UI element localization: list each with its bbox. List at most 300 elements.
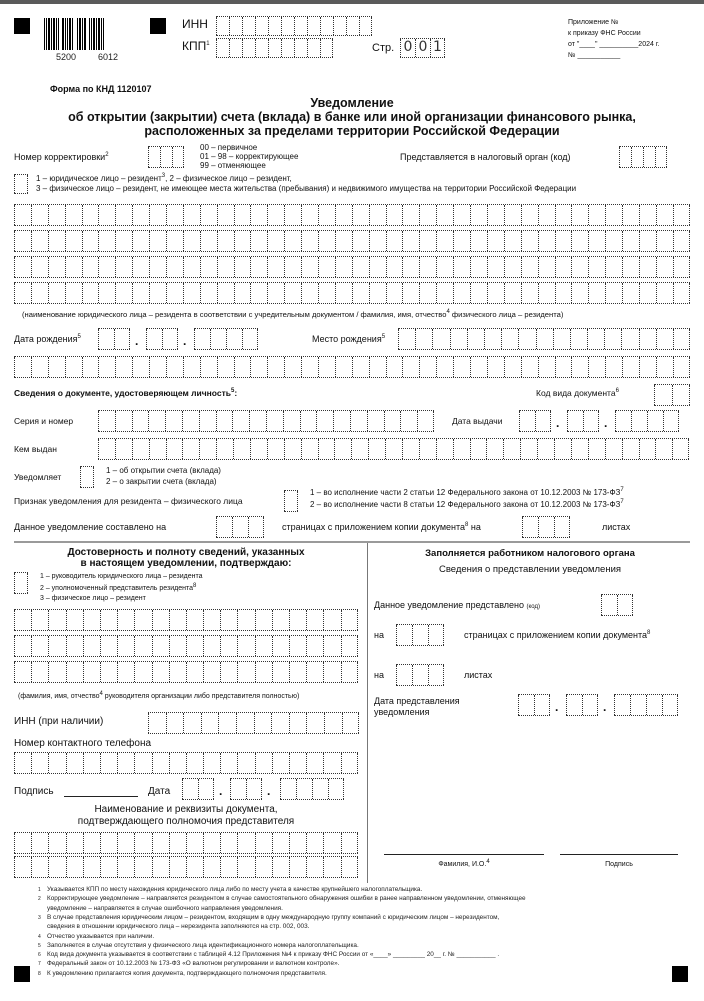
input-cell[interactable]	[166, 257, 183, 277]
input-cell[interactable]	[250, 231, 267, 251]
input-cell[interactable]	[341, 636, 358, 656]
input-cell[interactable]	[201, 713, 219, 733]
input-cell[interactable]	[428, 625, 444, 645]
input-cell[interactable]	[351, 439, 368, 459]
input-cell[interactable]	[450, 329, 467, 349]
input-cell[interactable]	[31, 833, 48, 853]
submitted-pages-input[interactable]	[396, 624, 444, 646]
input-cell[interactable]	[148, 147, 160, 167]
input-cell[interactable]	[453, 283, 470, 303]
input-cell[interactable]	[267, 283, 284, 303]
input-cell[interactable]	[289, 713, 307, 733]
input-cell[interactable]	[165, 411, 182, 431]
input-cell[interactable]	[100, 753, 117, 773]
input-cell[interactable]	[229, 39, 242, 57]
input-cell[interactable]	[284, 491, 298, 511]
input-cell[interactable]	[255, 39, 268, 57]
input-cell[interactable]	[587, 329, 604, 349]
input-cell[interactable]	[333, 411, 350, 431]
input-cell[interactable]	[352, 231, 369, 251]
input-cell[interactable]	[98, 329, 114, 349]
birth-month-input[interactable]	[146, 328, 178, 350]
input-cell[interactable]	[341, 662, 358, 682]
input-cell[interactable]	[352, 205, 369, 225]
input-cell[interactable]	[662, 695, 678, 715]
input-cell[interactable]	[655, 147, 667, 167]
input-cell[interactable]	[236, 713, 254, 733]
input-cell[interactable]	[148, 411, 165, 431]
input-cell[interactable]	[48, 257, 65, 277]
input-cell[interactable]	[83, 833, 100, 853]
input-cell[interactable]	[639, 329, 656, 349]
input-cell[interactable]	[149, 257, 166, 277]
input-cell[interactable]	[132, 357, 149, 377]
input-cell[interactable]	[521, 231, 538, 251]
input-cell[interactable]	[567, 411, 583, 431]
input-cell[interactable]	[203, 833, 220, 853]
input-cell[interactable]	[369, 205, 386, 225]
input-cell[interactable]	[267, 257, 284, 277]
input-cell[interactable]	[117, 662, 134, 682]
input-cell[interactable]	[48, 610, 65, 630]
input-cell[interactable]	[487, 283, 504, 303]
input-cell[interactable]	[655, 439, 672, 459]
input-cell[interactable]	[368, 439, 385, 459]
input-cell[interactable]	[82, 205, 99, 225]
input-cell[interactable]	[453, 257, 470, 277]
input-cell[interactable]	[622, 231, 639, 251]
input-cell[interactable]	[237, 857, 254, 877]
input-cell[interactable]	[284, 357, 301, 377]
input-cell[interactable]	[419, 231, 436, 251]
input-cell[interactable]	[132, 257, 149, 277]
input-cell[interactable]	[250, 357, 267, 377]
input-cell[interactable]	[639, 357, 656, 377]
input-cell[interactable]	[289, 636, 306, 656]
input-cell[interactable]	[14, 753, 31, 773]
input-cell[interactable]	[646, 695, 662, 715]
input-cell[interactable]	[571, 231, 588, 251]
input-cell[interactable]	[470, 357, 487, 377]
sign-month-input[interactable]	[230, 778, 262, 800]
input-cell[interactable]	[82, 283, 99, 303]
input-cell[interactable]	[467, 329, 484, 349]
input-cell[interactable]	[538, 357, 555, 377]
input-cell[interactable]	[148, 713, 166, 733]
input-cell[interactable]	[237, 753, 254, 773]
input-cell[interactable]	[386, 283, 403, 303]
input-cell[interactable]	[183, 713, 201, 733]
input-cell[interactable]	[504, 357, 521, 377]
input-cell[interactable]	[306, 636, 323, 656]
input-cell[interactable]	[149, 439, 166, 459]
input-cell[interactable]	[255, 662, 272, 682]
input-cell[interactable]	[318, 257, 335, 277]
input-cell[interactable]	[521, 357, 538, 377]
input-cell[interactable]	[412, 625, 428, 645]
input-cell[interactable]	[65, 231, 82, 251]
input-cell[interactable]	[65, 357, 82, 377]
signature-line[interactable]	[64, 796, 138, 797]
input-cell[interactable]	[335, 283, 352, 303]
input-cell[interactable]	[48, 357, 65, 377]
input-cell[interactable]	[14, 857, 31, 877]
input-cell[interactable]	[31, 205, 48, 225]
input-cell[interactable]	[369, 357, 386, 377]
birth-place-row-2[interactable]	[14, 356, 690, 378]
input-cell[interactable]	[673, 205, 690, 225]
input-cell[interactable]	[115, 357, 132, 377]
tax-authority-code-input[interactable]	[619, 146, 667, 168]
input-cell[interactable]	[14, 610, 31, 630]
issue-day-input[interactable]	[519, 410, 551, 432]
input-cell[interactable]	[31, 753, 48, 773]
input-cell[interactable]	[501, 329, 518, 349]
input-cell[interactable]	[555, 357, 572, 377]
input-cell[interactable]	[134, 662, 151, 682]
input-cell[interactable]	[554, 439, 571, 459]
input-cell[interactable]	[306, 662, 323, 682]
input-cell[interactable]	[436, 257, 453, 277]
input-cell[interactable]	[622, 439, 639, 459]
input-cell[interactable]	[220, 857, 237, 877]
input-cell[interactable]	[82, 231, 99, 251]
input-cell[interactable]	[419, 357, 436, 377]
input-cell[interactable]	[48, 833, 65, 853]
input-cell[interactable]	[216, 439, 233, 459]
input-cell[interactable]	[218, 713, 236, 733]
input-cell[interactable]	[200, 231, 217, 251]
input-cell[interactable]	[386, 357, 403, 377]
input-cell[interactable]	[306, 833, 323, 853]
input-cell[interactable]	[14, 283, 31, 303]
input-cell[interactable]	[203, 610, 220, 630]
input-cell[interactable]	[487, 257, 504, 277]
input-cell[interactable]	[419, 205, 436, 225]
input-cell[interactable]	[100, 662, 117, 682]
submission-month-input[interactable]	[566, 694, 598, 716]
input-cell[interactable]	[186, 857, 203, 877]
input-cell[interactable]	[210, 329, 226, 349]
input-cell[interactable]	[656, 329, 673, 349]
input-cell[interactable]	[98, 357, 115, 377]
input-cell[interactable]	[217, 205, 234, 225]
input-cell[interactable]	[66, 833, 83, 853]
input-cell[interactable]	[555, 257, 572, 277]
input-cell[interactable]	[553, 329, 570, 349]
input-cell[interactable]	[296, 779, 312, 799]
input-cell[interactable]	[538, 517, 554, 537]
series-number-input[interactable]	[98, 410, 434, 432]
input-cell[interactable]	[538, 257, 555, 277]
input-cell[interactable]	[31, 636, 48, 656]
input-cell[interactable]	[254, 713, 272, 733]
input-cell[interactable]	[199, 411, 216, 431]
input-cell[interactable]	[267, 439, 284, 459]
input-cell[interactable]	[605, 231, 622, 251]
input-cell[interactable]	[132, 439, 149, 459]
input-cell[interactable]	[335, 231, 352, 251]
input-cell[interactable]	[588, 205, 605, 225]
input-cell[interactable]	[396, 665, 412, 685]
doc-type-code-input[interactable]	[654, 384, 690, 406]
input-cell[interactable]	[605, 283, 622, 303]
input-cell[interactable]	[601, 595, 617, 615]
input-cell[interactable]	[534, 695, 550, 715]
input-cell[interactable]	[412, 665, 428, 685]
input-cell[interactable]	[48, 231, 65, 251]
input-cell[interactable]	[198, 779, 214, 799]
input-cell[interactable]	[417, 411, 434, 431]
input-cell[interactable]	[255, 610, 272, 630]
input-cell[interactable]	[152, 636, 169, 656]
input-cell[interactable]	[132, 411, 149, 431]
input-cell[interactable]	[66, 610, 83, 630]
input-cell[interactable]	[115, 257, 132, 277]
input-cell[interactable]	[233, 439, 250, 459]
input-cell[interactable]	[100, 833, 117, 853]
input-cell[interactable]	[14, 833, 31, 853]
input-cell[interactable]	[318, 283, 335, 303]
input-cell[interactable]	[267, 231, 284, 251]
input-cell[interactable]	[503, 439, 520, 459]
input-cell[interactable]	[639, 439, 656, 459]
input-cell[interactable]	[323, 857, 340, 877]
input-cell[interactable]	[237, 636, 254, 656]
input-cell[interactable]	[216, 517, 232, 537]
input-cell[interactable]	[14, 357, 31, 377]
birth-day-input[interactable]	[98, 328, 130, 350]
input-cell[interactable]	[346, 17, 359, 35]
input-cell[interactable]	[605, 205, 622, 225]
input-cell[interactable]	[318, 231, 335, 251]
input-cell[interactable]	[386, 231, 403, 251]
input-cell[interactable]	[281, 17, 294, 35]
input-cell[interactable]	[436, 231, 453, 251]
input-cell[interactable]	[230, 779, 246, 799]
input-cell[interactable]	[307, 17, 320, 35]
input-cell[interactable]	[66, 636, 83, 656]
input-cell[interactable]	[66, 753, 83, 773]
input-cell[interactable]	[617, 595, 633, 615]
input-cell[interactable]	[289, 662, 306, 682]
input-cell[interactable]	[115, 411, 132, 431]
input-cell[interactable]	[169, 753, 186, 773]
input-cell[interactable]	[386, 257, 403, 277]
input-cell[interactable]	[65, 283, 82, 303]
input-cell[interactable]	[537, 439, 554, 459]
input-cell[interactable]	[115, 439, 132, 459]
input-cell[interactable]	[186, 753, 203, 773]
input-cell[interactable]	[203, 753, 220, 773]
input-cell[interactable]	[588, 357, 605, 377]
input-cell[interactable]	[673, 329, 690, 349]
input-cell[interactable]	[487, 231, 504, 251]
input-cell[interactable]	[14, 231, 31, 251]
input-cell[interactable]	[487, 357, 504, 377]
input-cell[interactable]	[200, 357, 217, 377]
input-cell[interactable]	[436, 283, 453, 303]
input-cell[interactable]	[172, 147, 184, 167]
input-cell[interactable]	[306, 857, 323, 877]
input-cell[interactable]	[588, 283, 605, 303]
input-cell[interactable]	[588, 257, 605, 277]
input-cell[interactable]	[643, 147, 655, 167]
input-cell[interactable]	[341, 753, 358, 773]
input-cell[interactable]	[306, 610, 323, 630]
input-cell[interactable]	[284, 283, 301, 303]
input-cell[interactable]	[432, 329, 449, 349]
input-cell[interactable]	[324, 713, 342, 733]
input-cell[interactable]	[335, 357, 352, 377]
input-cell[interactable]	[470, 231, 487, 251]
input-cell[interactable]	[538, 283, 555, 303]
input-cell[interactable]	[255, 636, 272, 656]
input-cell[interactable]	[134, 753, 151, 773]
input-cell[interactable]	[335, 205, 352, 225]
input-cell[interactable]	[98, 411, 115, 431]
input-cell[interactable]	[166, 439, 183, 459]
input-cell[interactable]	[312, 779, 328, 799]
input-cell[interactable]	[166, 357, 183, 377]
input-cell[interactable]	[194, 329, 210, 349]
input-cell[interactable]	[673, 283, 690, 303]
input-cell[interactable]	[396, 625, 412, 645]
input-cell[interactable]	[149, 283, 166, 303]
input-cell[interactable]	[359, 17, 372, 35]
sign-year-input[interactable]	[280, 778, 344, 800]
input-cell[interactable]	[166, 283, 183, 303]
input-cell[interactable]	[134, 833, 151, 853]
input-cell[interactable]	[114, 329, 130, 349]
input-cell[interactable]	[183, 283, 200, 303]
input-cell[interactable]	[149, 231, 166, 251]
input-cell[interactable]	[656, 205, 673, 225]
input-cell[interactable]	[289, 833, 306, 853]
input-cell[interactable]	[149, 205, 166, 225]
input-cell[interactable]	[318, 357, 335, 377]
input-cell[interactable]	[216, 17, 229, 35]
input-cell[interactable]	[83, 636, 100, 656]
input-cell[interactable]	[518, 329, 535, 349]
input-cell[interactable]	[234, 231, 251, 251]
input-cell[interactable]	[220, 833, 237, 853]
input-cell[interactable]	[31, 662, 48, 682]
input-cell[interactable]	[570, 329, 587, 349]
input-cell[interactable]	[255, 857, 272, 877]
input-cell[interactable]	[402, 257, 419, 277]
input-cell[interactable]	[186, 636, 203, 656]
input-cell[interactable]	[281, 39, 294, 57]
input-cell[interactable]	[242, 39, 255, 57]
officer-signature-line[interactable]	[560, 854, 678, 855]
input-cell[interactable]	[521, 257, 538, 277]
input-cell[interactable]	[328, 779, 344, 799]
input-cell[interactable]	[352, 283, 369, 303]
kpp-input[interactable]	[216, 38, 333, 58]
input-cell[interactable]	[100, 610, 117, 630]
input-cell[interactable]	[249, 411, 266, 431]
input-cell[interactable]	[182, 439, 199, 459]
input-cell[interactable]	[571, 283, 588, 303]
input-cell[interactable]	[538, 231, 555, 251]
input-cell[interactable]	[571, 357, 588, 377]
input-cell[interactable]	[555, 283, 572, 303]
input-cell[interactable]	[183, 357, 200, 377]
input-cell[interactable]	[605, 357, 622, 377]
input-cell[interactable]	[80, 467, 94, 487]
input-cell[interactable]	[220, 662, 237, 682]
input-cell[interactable]	[294, 39, 307, 57]
input-cell[interactable]	[622, 205, 639, 225]
input-cell[interactable]	[266, 411, 283, 431]
input-cell[interactable]	[554, 517, 570, 537]
input-cell[interactable]	[216, 411, 233, 431]
input-cell[interactable]	[484, 329, 501, 349]
input-cell[interactable]	[169, 636, 186, 656]
input-cell[interactable]	[428, 665, 444, 685]
input-cell[interactable]	[272, 636, 289, 656]
input-cell[interactable]	[82, 357, 99, 377]
input-cell[interactable]	[306, 713, 324, 733]
input-cell[interactable]	[415, 329, 432, 349]
input-cell[interactable]	[283, 411, 300, 431]
input-cell[interactable]	[301, 205, 318, 225]
input-cell[interactable]	[419, 283, 436, 303]
input-cell[interactable]	[571, 205, 588, 225]
input-cell[interactable]	[571, 439, 588, 459]
input-cell[interactable]	[639, 257, 656, 277]
input-cell[interactable]	[271, 713, 289, 733]
input-cell[interactable]	[284, 257, 301, 277]
input-cell[interactable]	[229, 17, 242, 35]
input-cell[interactable]	[350, 411, 367, 431]
name-row-1[interactable]	[14, 204, 690, 226]
input-cell[interactable]	[436, 439, 453, 459]
input-cell[interactable]	[284, 205, 301, 225]
inn-input[interactable]	[216, 16, 372, 36]
input-cell[interactable]	[48, 636, 65, 656]
input-cell[interactable]	[100, 857, 117, 877]
input-cell[interactable]	[280, 779, 296, 799]
input-cell[interactable]	[183, 257, 200, 277]
input-cell[interactable]	[520, 439, 537, 459]
input-cell[interactable]	[663, 411, 679, 431]
input-cell[interactable]	[66, 857, 83, 877]
input-cell[interactable]	[203, 857, 220, 877]
input-cell[interactable]	[385, 439, 402, 459]
input-cell[interactable]	[31, 257, 48, 277]
input-cell[interactable]	[83, 662, 100, 682]
input-cell[interactable]	[66, 662, 83, 682]
submitted-sheets-input[interactable]	[396, 664, 444, 686]
input-cell[interactable]	[48, 662, 65, 682]
input-cell[interactable]	[588, 439, 605, 459]
input-cell[interactable]	[402, 283, 419, 303]
birth-place-row-1[interactable]	[398, 328, 690, 350]
input-cell[interactable]	[160, 147, 172, 167]
input-cell[interactable]	[232, 517, 248, 537]
input-cell[interactable]	[216, 39, 229, 57]
input-cell[interactable]	[255, 17, 268, 35]
input-cell[interactable]	[470, 205, 487, 225]
input-cell[interactable]	[14, 636, 31, 656]
input-cell[interactable]	[134, 610, 151, 630]
input-cell[interactable]	[268, 39, 281, 57]
input-cell[interactable]	[98, 439, 115, 459]
phone-input[interactable]	[14, 752, 358, 774]
input-cell[interactable]	[48, 857, 65, 877]
